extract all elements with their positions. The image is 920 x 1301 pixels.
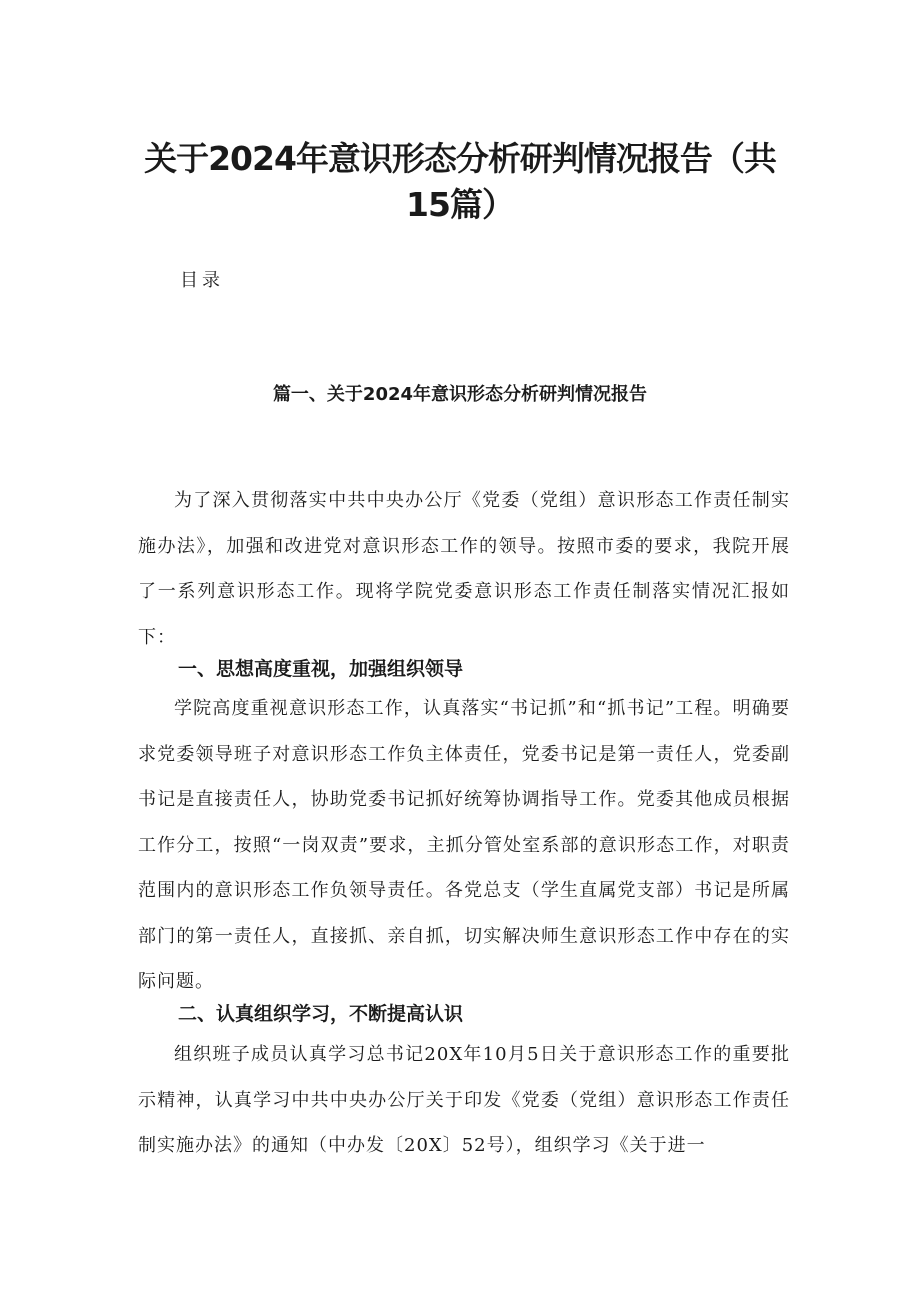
paragraph-intro: 为了深入贯彻落实中共中央办公厅《党委（党组）意识形态工作责任制实施办法》，加强和改进党对意识形态工作的领导。按照市委的要求，我院开展了一系列意识形态工作。现将学院党委意识形态工作责任制落实情况汇报如下： (138, 490, 790, 648)
heading-section-1: 一、思想高度重视，加强组织领导 (178, 658, 464, 680)
document-title: 关于2024年意识形态分析研判情况报告（共15篇） (144, 139, 776, 224)
paragraph-section-1: 学院高度重视意识形态工作，认真落实“书记抓”和“抓书记”工程。明确要求党委领导班子对意识形态工作负主体责任，党委书记是第一责任人，党委副书记是直接责任人，协助党委书记抓好统筹协调指导工作。党委其他成员根据工作分工，按照“一岗双责”要求，主抓分管处室系部的意识形态工作，对职责范围内的意识形态工作负领导责任。各党总支（学生直属党支部）书记是所属部门的第一责任人，直接抓、亲自抓，切实解决师生意识形态工作中存在的实际问题。 (138, 698, 790, 992)
section-subtitle: 篇一、关于2024年意识形态分析研判情况报告 (272, 384, 648, 405)
heading-section-2: 二、认真组织学习，不断提高认识 (178, 1003, 464, 1025)
toc-label: 目录 (180, 270, 224, 291)
paragraph-section-2: 组织班子成员认真学习总书记20X年10月5日关于意识形态工作的重要批示精神，认真学习中共中央办公厅关于印发《党委（党组）意识形态工作责任制实施办法》的通知（中办发〔20X〕52号），组织学习《关于进一 (138, 1044, 790, 1156)
